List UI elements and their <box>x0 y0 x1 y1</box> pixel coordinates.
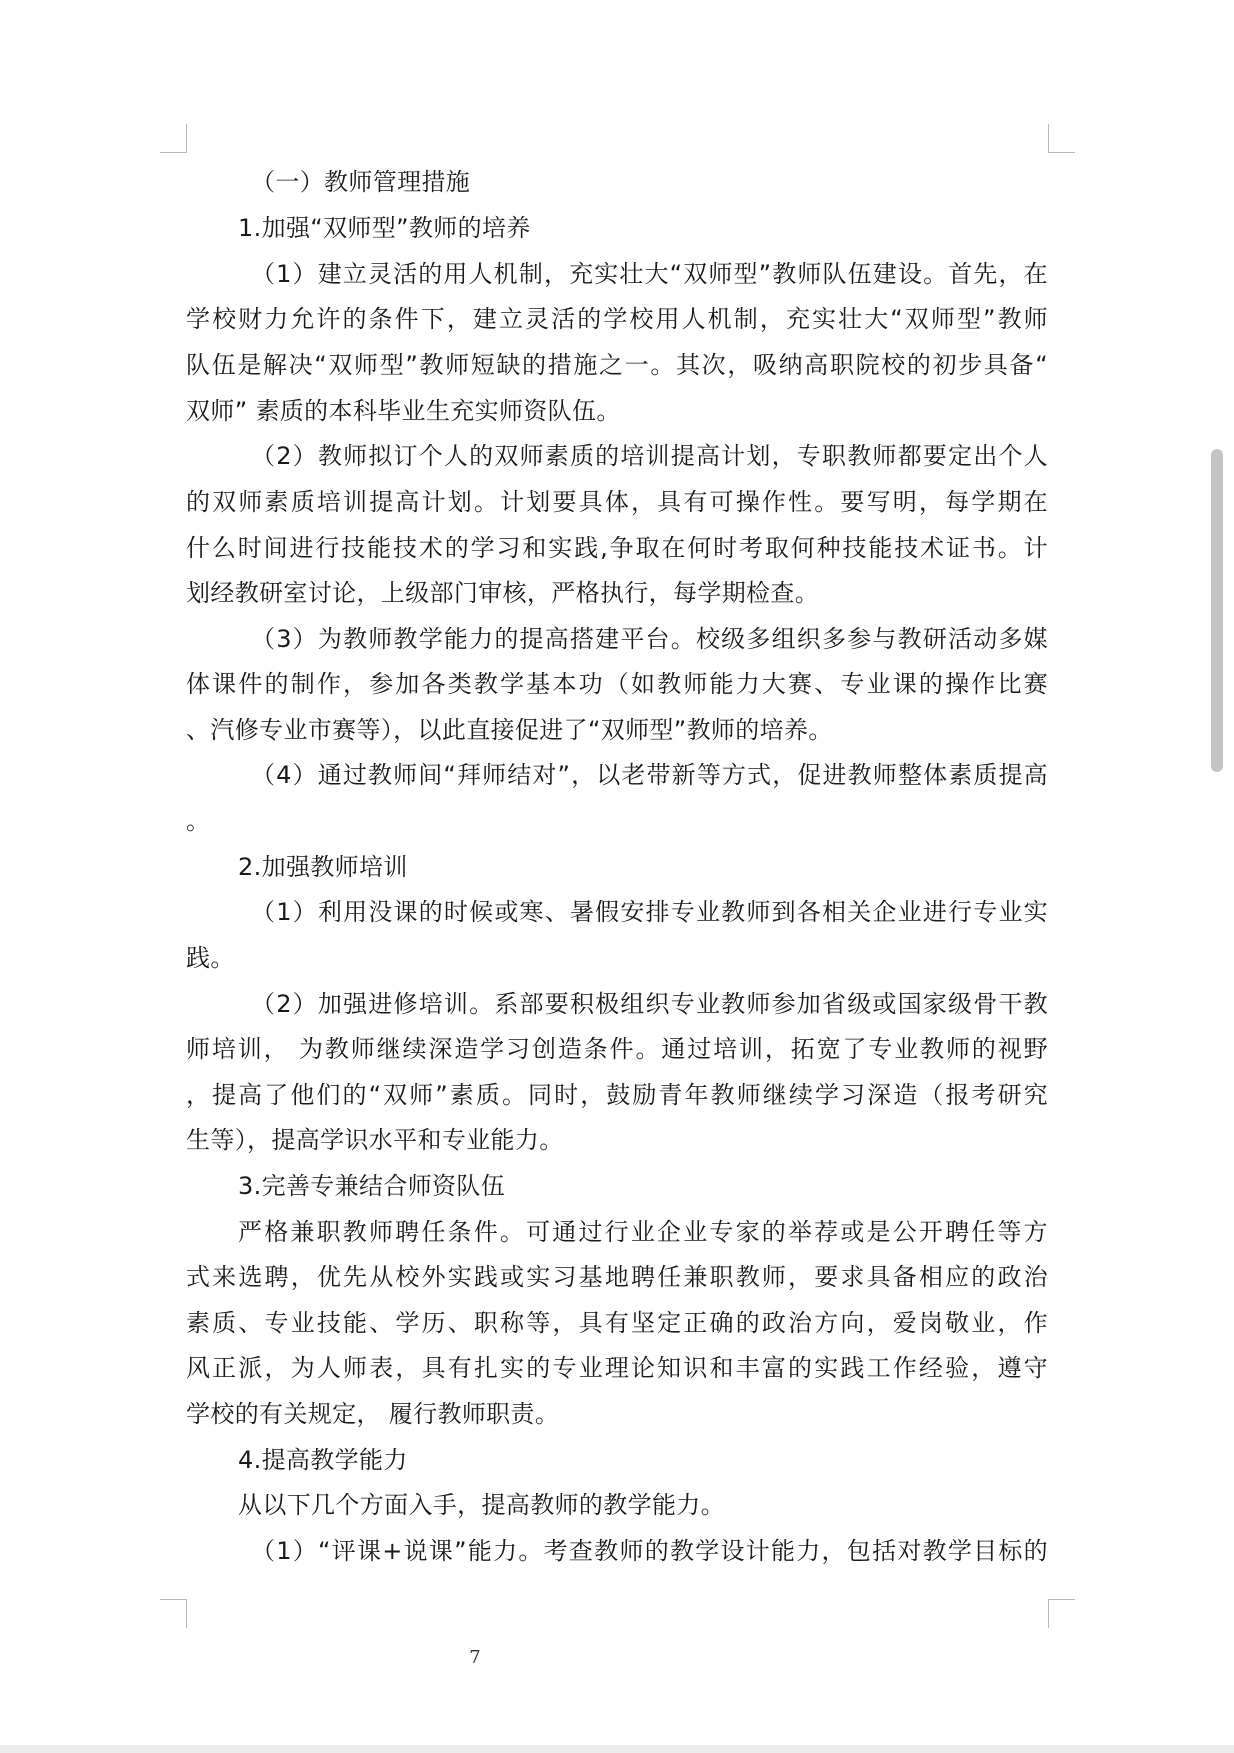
paragraph-line: （4）通过教师间“拜师结对”，以老带新等方式，促进教师整体素质提高 <box>251 761 1048 789</box>
paragraph-line: （1）建立灵活的用人机制，充实壮大“双师型”教师队伍建设。首先，在 <box>251 260 1048 288</box>
corner-crop-mark-top-left <box>160 124 187 153</box>
paragraph-line: （1）利用没课的时候或寒、暑假安排专业教师到各相关企业进行专业实 <box>251 898 1048 926</box>
paragraph-line: 素质、专业技能、学历、职称等，具有坚定正确的政治方向，爱岗敬业，作 <box>186 1309 1048 1337</box>
paragraph-line: 式来选聘，优先从校外实践或实习基地聘任兼职教师，要求具备相应的政治 <box>186 1263 1048 1291</box>
paragraph-line: 、汽修专业市赛等），以此直接促进了“双师型”教师的培养。 <box>186 716 833 744</box>
scrollbar-thumb[interactable] <box>1211 449 1223 772</box>
paragraph-line: 什么时间进行技能技术的学习和实践,争取在何时考取何种技能技术证书。计 <box>186 534 1048 562</box>
paragraph-line: ，提高了他们的“双师”素质。同时，鼓励青年教师继续学习深造（报考研究 <box>186 1081 1048 1109</box>
subheading: 3.完善专兼结合师资队伍 <box>238 1172 506 1200</box>
paragraph-line: 践。 <box>186 944 235 972</box>
paragraph-line: （2）教师拟订个人的双师素质的培训提高计划，专职教师都要定出个人 <box>251 442 1048 470</box>
page-number: 7 <box>469 1647 481 1668</box>
paragraph-line: 划经教研室讨论，上级部门审核，严格执行，每学期检查。 <box>186 579 820 607</box>
paragraph-line: 的双师素质培训提高计划。计划要具体，具有可操作性。要写明，每学期在 <box>186 488 1048 516</box>
paragraph-line: 严格兼职教师聘任条件。可通过行业企业专家的举荐或是公开聘任等方 <box>238 1218 1048 1246</box>
paragraph-line: 从以下几个方面入手，提高教师的教学能力。 <box>238 1491 725 1519</box>
paragraph-line: 风正派，为人师表，具有扎实的专业理论知识和丰富的实践工作经验，遵守 <box>186 1354 1048 1382</box>
paragraph-line: 体课件的制作，参加各类教学基本功（如教师能力大赛、专业课的操作比赛 <box>186 670 1048 698</box>
paragraph-line: 生等），提高学识水平和专业能力。 <box>186 1126 564 1154</box>
section-heading: （一）教师管理措施 <box>251 168 471 196</box>
paragraph-line: 队伍是解决“双师型”教师短缺的措施之一。其次，吸纳高职院校的初步具备“ <box>186 351 1048 379</box>
paragraph-line: 学校的有关规定， 履行教师职责。 <box>186 1400 560 1428</box>
paragraph-line: （1）“评课+说课”能力。考查教师的教学设计能力，包括对教学目标的 <box>251 1537 1048 1565</box>
subheading: 2.加强教师培训 <box>238 853 408 881</box>
paragraph-line: 师培训， 为教师继续深造学习创造条件。通过培训，拓宽了专业教师的视野 <box>186 1035 1048 1063</box>
paragraph-line: 学校财力允许的条件下，建立灵活的学校用人机制，充实壮大“双师型”教师 <box>186 305 1048 333</box>
paragraph-line: （2）加强进修培训。系部要积极组织专业教师参加省级或国家级骨干教 <box>251 990 1048 1018</box>
paragraph-line: 。 <box>186 807 211 835</box>
corner-crop-mark-bottom-left <box>160 1599 187 1628</box>
subheading: 4.提高教学能力 <box>238 1446 408 1474</box>
subheading: 1.加强“双师型”教师的培养 <box>238 214 531 242</box>
corner-crop-mark-top-right <box>1048 124 1075 153</box>
paragraph-line: （3）为教师教学能力的提高搭建平台。校级多组织多参与教研活动多媒 <box>251 625 1048 653</box>
paragraph-line: 双师” 素质的本科毕业生充实师资队伍。 <box>186 397 621 425</box>
corner-crop-mark-bottom-right <box>1048 1599 1075 1628</box>
